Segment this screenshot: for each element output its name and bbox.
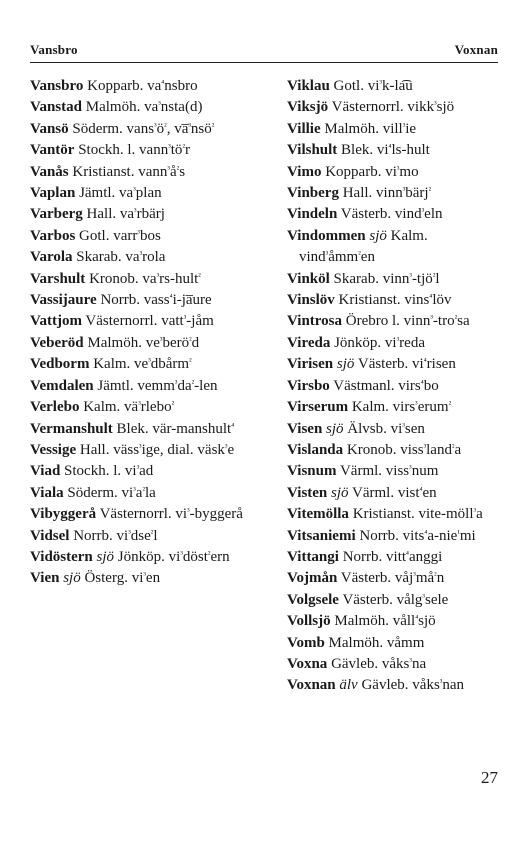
dictionary-entry <box>287 440 501 461</box>
entry-headword: Vedborm <box>30 356 90 373</box>
dictionary-entry <box>30 97 266 118</box>
entry-text: Västernorrl. vatt$^{^3}$-jåm <box>85 313 214 330</box>
entry-headword: Varbos <box>30 227 76 244</box>
dictionary-entry <box>30 376 266 397</box>
dictionary-entry <box>287 333 501 354</box>
entry-text: Västerb. $våj^{^3}må^{^2}n$ <box>340 570 445 587</box>
entry-text: Stockh. l. $vi^{^3}ad$ <box>64 463 154 480</box>
entry-text: Kronob. $va^{^3}rs-hult^{^2}$ <box>89 270 201 287</box>
entry-text: Kalm. $ve^{^3}dbårm^{^2}$ <box>93 356 192 373</box>
entry-headword: Vanås <box>30 163 69 180</box>
entry-headword: Visten <box>287 484 328 501</box>
entry-headword: Vaplan <box>30 185 76 202</box>
entry-text: Blek. $vi^{^4}ls$-hult <box>341 142 430 159</box>
entry-headword: Vansbro <box>30 78 84 94</box>
entry-text: Norrb. vass$^{^4}$i-ja̅ure <box>100 292 212 309</box>
entry-headword: Vojmån <box>287 570 338 587</box>
entry-headword: Virisen <box>287 356 334 373</box>
entry-headword: Vemdalen <box>30 377 94 394</box>
dictionary-entry <box>30 311 266 332</box>
entry-headword: Vessige <box>30 441 77 458</box>
dictionary-entry <box>287 419 501 440</box>
entry-text: Jönköp. $vi^{^3}reda$ <box>334 334 425 351</box>
entry-headword: Vindeln <box>287 206 338 223</box>
dictionary-entry <box>30 461 266 482</box>
entry-note: sjö <box>326 420 344 437</box>
entry-headword: Viad <box>30 463 61 480</box>
dictionary-entry <box>30 526 266 547</box>
entry-headword: Vomb <box>287 634 325 651</box>
entry-headword: Viklau <box>287 78 330 94</box>
entry-headword: Vislanda <box>287 441 344 458</box>
entry-text: Kristianst. vite-möll$^{^3}$a <box>352 506 483 523</box>
header-rule <box>30 62 498 63</box>
entry-headword: Virserum <box>287 399 349 416</box>
dictionary-entry <box>287 76 501 97</box>
entry-headword: Visen <box>287 420 323 437</box>
entry-text: Västerb. $vi^{^4}risen$ <box>357 356 456 373</box>
entry-text: Älvsb. $vi^{^3}sen$ <box>347 420 425 437</box>
dictionary-entry <box>30 269 266 290</box>
entry-text: Malmöh. $ve^{^3}berö^{^2}d$ <box>87 334 200 351</box>
dictionary-entry <box>287 633 501 654</box>
entry-text: Malmöh. $va^{^3}nsta(d)$ <box>85 99 203 116</box>
entry-text: Västerb. vind$^{^3}$eln <box>340 206 443 223</box>
entry-headword: Vindommen <box>287 227 366 244</box>
entry-headword: Vien <box>30 570 60 587</box>
entry-note: sjö <box>336 356 355 373</box>
dictionary-entry <box>287 654 501 675</box>
header-right-guideword: Voxnan <box>454 42 498 57</box>
entry-note: sjö <box>331 484 349 501</box>
entry-note: sjö <box>63 570 81 587</box>
dictionary-entry <box>287 590 501 611</box>
dictionary-entry <box>30 247 266 268</box>
entry-headword: Vinberg <box>287 185 339 202</box>
dictionary-entry <box>30 119 266 140</box>
entry-text: Malmöh. våmm <box>328 634 425 651</box>
dictionary-entry <box>30 419 266 440</box>
entry-headword: Vimo <box>287 163 322 180</box>
entry-headword: Vibyggerå <box>30 506 97 523</box>
dictionary-entry <box>30 226 266 247</box>
dictionary-entry <box>287 226 501 269</box>
entry-note: sjö <box>96 548 115 565</box>
entry-headword: Vinslöv <box>287 292 335 309</box>
entry-text: Österg. $vi^{^3}en$ <box>84 570 161 587</box>
entry-text: Jämtl. $va^{^3}plan$ <box>79 185 162 202</box>
entry-headword: Vireda <box>287 334 331 351</box>
entry-text: Jönköp. $vi^{^3}döst^{^2}ern$ <box>117 548 230 565</box>
entry-text: Kristianst. $vann^{^3}å^{^2}s$ <box>72 163 186 180</box>
dictionary-entry <box>287 376 501 397</box>
header-left-guideword: Vansbro <box>30 42 78 57</box>
entry-text: Hall. $va^{^3}rbärj$ <box>86 206 165 223</box>
dictionary-entry <box>30 290 266 311</box>
entry-headword: Vintrosa <box>287 313 343 330</box>
entry-text: Hall. vinn$^{^3}$bärj$^{^2}$ <box>342 185 432 202</box>
dictionary-entry <box>287 204 501 225</box>
entry-headword: Varola <box>30 249 73 266</box>
dictionary-entry <box>30 547 266 568</box>
dictionary-entry <box>30 140 266 161</box>
entry-text: Örebro l. vinn$^{^3}$-tro$^{^2}$sa <box>345 313 470 330</box>
entry-headword: Vollsjö <box>287 613 331 630</box>
entry-headword: Viala <box>30 484 64 501</box>
entry-text: Kronob. viss$^{^3}$land$^{^2}$a <box>346 441 462 458</box>
entry-headword: Vermanshult <box>30 420 113 437</box>
entry-headword: Villie <box>287 120 321 137</box>
entry-text: Malmöh. våll$^{^4}$sjö <box>334 613 436 630</box>
entry-text: Gotl. $vi^{^3}k-la͡u$ <box>333 78 413 94</box>
entry-text: Kalm. virs$^{^3}$erum$^{^2}$ <box>351 399 452 416</box>
dictionary-entry <box>287 119 501 140</box>
entry-headword: Verlebo <box>30 399 80 416</box>
running-header <box>30 38 498 58</box>
dictionary-entry <box>287 568 501 589</box>
dictionary-entry <box>30 183 266 204</box>
entry-headword: Vassijaure <box>30 292 97 309</box>
dictionary-entry <box>287 162 501 183</box>
entry-headword: Visnum <box>287 463 337 480</box>
dictionary-entry <box>30 504 266 525</box>
entry-headword: Vidöstern <box>30 548 93 565</box>
dictionary-entry <box>287 183 501 204</box>
dictionary-entry <box>30 568 266 589</box>
dictionary-entry <box>287 547 501 568</box>
entry-text: Malmöh. vill$^{^3}$ie <box>324 120 417 137</box>
dictionary-entry <box>287 611 501 632</box>
entry-text: Västernorrl. vikk$^{^3}$sjö <box>331 99 455 116</box>
entry-text: Skarab. $va^{^3}rola$ <box>76 249 166 266</box>
entry-text: Norrb. $vi^{^3}dse^{^2}l$ <box>73 527 158 544</box>
entry-headword: Virsbo <box>287 377 330 394</box>
entry-headword: Varberg <box>30 206 83 223</box>
entry-headword: Varshult <box>30 270 86 287</box>
entry-text: Västerb. vålg$^{^3}$sele <box>342 591 449 608</box>
entry-headword: Vitemölla <box>287 506 349 523</box>
dictionary-entry <box>30 333 266 354</box>
dictionary-entry <box>287 675 501 696</box>
entry-text: Norrb. vitt$^{^4}$anggi <box>342 548 443 565</box>
dictionary-entry <box>287 311 501 332</box>
dictionary-entry <box>287 461 501 482</box>
entry-text: Jämtl. $vemm^{^3}da^{^2}$-len <box>97 377 218 394</box>
right-column <box>287 76 501 697</box>
entry-text: Söderm. $vi^{^3}a^{^2}la$ <box>67 484 156 501</box>
entry-note: sjö <box>369 227 387 244</box>
entry-text: Hall. väss$^{^3}$ige, dial. väsk$^{^3}$e <box>79 441 235 458</box>
dictionary-entry <box>30 483 266 504</box>
entry-text: Stockh. l. $vann^{^3}tö^{^2}r$ <box>78 142 190 159</box>
entry-text: Söderm. $vans^{^3}ö^{^2}$, va̅$^{^3}$nsö$^{^2}$ <box>72 120 215 137</box>
entry-text: Kalm. vind$^{^3}$åmm$^{^2}$en <box>299 227 428 266</box>
entry-headword: Viksjö <box>287 99 329 116</box>
dictionary-entry <box>287 354 501 375</box>
page-number: 27 <box>481 768 498 787</box>
entry-note: älv <box>339 677 358 694</box>
entry-text: Kristianst. vins$^{^4}$löv <box>338 292 452 309</box>
dictionary-entry <box>287 504 501 525</box>
dictionary-entry <box>30 76 266 97</box>
entry-headword: Vitsaniemi <box>287 527 356 544</box>
dictionary-entry <box>30 162 266 183</box>
entry-headword: Vinköl <box>287 270 330 287</box>
entry-headword: Voxna <box>287 655 328 672</box>
entry-text: Gävleb. våks$^{^3}$na <box>331 655 427 672</box>
entry-text: Västmanl. virs$^{^4}$bo <box>333 377 439 394</box>
entry-headword: Vilshult <box>287 142 338 159</box>
entry-headword: Vansö <box>30 120 69 137</box>
entry-headword: Voxnan <box>287 677 336 694</box>
entry-headword: Veberöd <box>30 334 84 351</box>
entry-headword: Vattjom <box>30 313 82 330</box>
entry-headword: Vittangi <box>287 548 339 565</box>
dictionary-entry <box>287 483 501 504</box>
entry-headword: Vantör <box>30 142 75 159</box>
dictionary-entry <box>30 397 266 418</box>
dictionary-entry <box>287 97 501 118</box>
entry-text: Norrb. vits$^{^4}$a-nie$^{^1}$mi <box>359 527 476 544</box>
entry-text: Västernorrl. $vi^{^3}$-byggerå <box>99 506 243 523</box>
entry-headword: Volgsele <box>287 591 339 608</box>
entry-text: Kopparb. $va^{^4}nsbro$ <box>87 78 198 94</box>
left-column <box>30 76 266 590</box>
entry-text: Kalm. $vä^{^3}rlebo^{^2}$ <box>83 399 175 416</box>
dictionary-entry <box>30 204 266 225</box>
dictionary-entry <box>287 140 501 161</box>
entry-text: Värml. viss$^{^3}$num <box>339 463 439 480</box>
entry-headword: Vidsel <box>30 527 70 544</box>
dictionary-entry <box>287 397 501 418</box>
entry-text: Värml. vist$^{^4}$en <box>352 484 437 501</box>
entry-text: Blek. vär-manshult$^{^4}$ <box>116 420 235 437</box>
dictionary-entry <box>287 290 501 311</box>
dictionary-entry <box>30 440 266 461</box>
dictionary-entry <box>287 269 501 290</box>
dictionary-entry <box>30 354 266 375</box>
entry-text: Kopparb. $vi^{^3}mo$ <box>325 163 419 180</box>
dictionary-entry <box>287 526 501 547</box>
entry-headword: Vanstad <box>30 99 82 116</box>
entry-text: Skarab. vinn$^{^3}$-tjö$^{^2}$l <box>333 270 440 287</box>
entry-text: Gotl. varr$^{^3}$bos <box>79 227 161 244</box>
entry-text: Gävleb. våks$^{^3}$nan <box>361 677 465 694</box>
